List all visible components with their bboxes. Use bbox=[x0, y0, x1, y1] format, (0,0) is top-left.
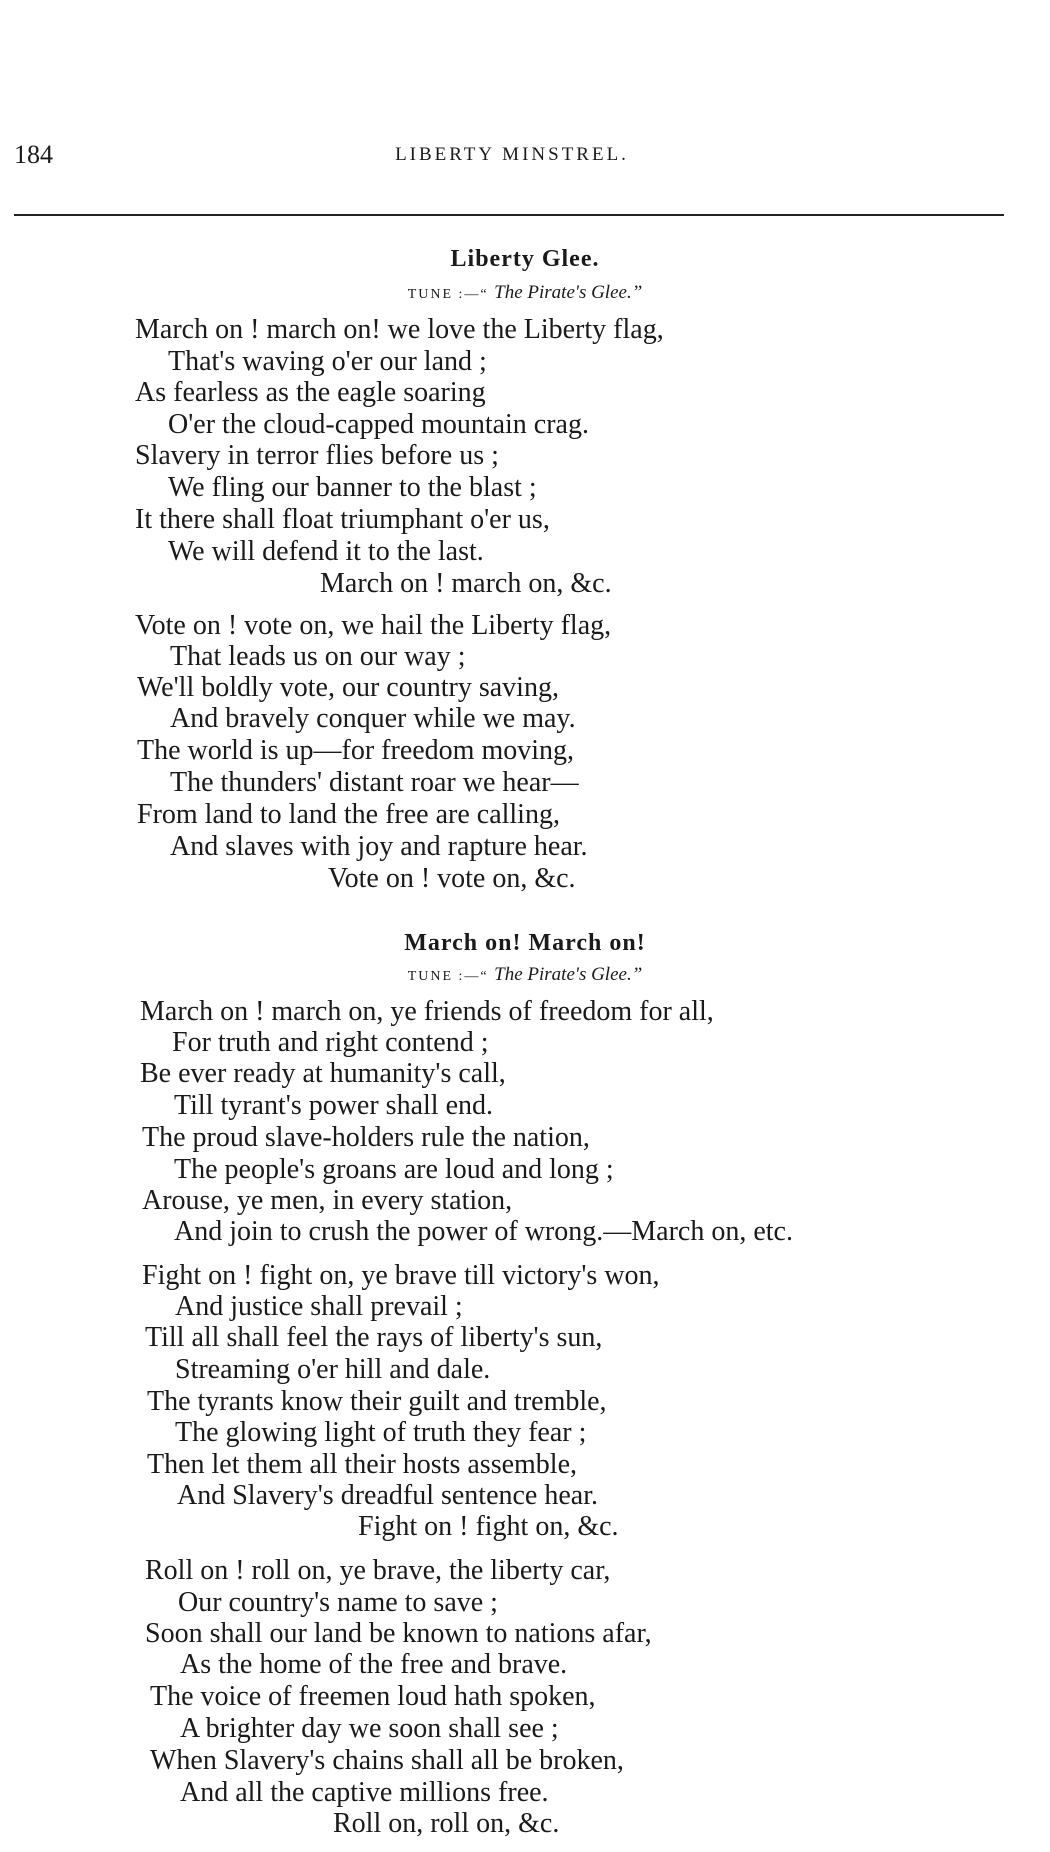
verse-line: For truth and right contend ; bbox=[172, 1027, 489, 1058]
verse-line: The glowing light of truth they fear ; bbox=[175, 1417, 587, 1448]
verse-line: Soon shall our land be known to nations afar, bbox=[145, 1618, 652, 1649]
refrain-line: Roll on, roll on, &c. bbox=[333, 1808, 560, 1839]
refrain-line: Vote on ! vote on, &c. bbox=[328, 863, 576, 894]
verse-line: We will defend it to the last. bbox=[168, 536, 484, 567]
refrain-line: March on ! march on, &c. bbox=[320, 568, 612, 599]
verse-line: Arouse, ye men, in every station, bbox=[142, 1185, 513, 1216]
verse-line: That leads us on our way ; bbox=[170, 641, 466, 672]
verse-line: From land to land the free are calling, bbox=[137, 799, 560, 830]
verse-line: And justice shall prevail ; bbox=[175, 1291, 463, 1322]
page-number: 184 bbox=[14, 140, 53, 169]
header-rule bbox=[14, 214, 1004, 216]
song-title: Liberty Glee. bbox=[450, 246, 600, 272]
verse-line: The people's groans are loud and long ; bbox=[174, 1154, 614, 1185]
tune-label: TUNE :—“ bbox=[407, 287, 495, 302]
verse-line: Vote on ! vote on, we hail the Liberty flag, bbox=[135, 610, 612, 641]
verse-line: A brighter day we soon shall see ; bbox=[180, 1713, 559, 1744]
verse-line: Streaming o'er hill and dale. bbox=[175, 1354, 491, 1385]
verse-line: The thunders' distant roar we hear— bbox=[170, 767, 579, 798]
verse-line: And slaves with joy and rapture hear. bbox=[170, 831, 588, 862]
tune-line bbox=[0, 964, 1050, 986]
verse-line: Fight on ! fight on, ye brave till victory's won, bbox=[142, 1260, 660, 1291]
verse-line: March on ! march on! we love the Liberty flag, bbox=[135, 314, 664, 345]
verse-line: And all the captive millions free. bbox=[180, 1777, 549, 1808]
verse-line: Our country's name to save ; bbox=[178, 1587, 498, 1618]
verse-line: It there shall float triumphant o'er us, bbox=[135, 504, 550, 535]
verse-line: The voice of freemen loud hath spoken, bbox=[150, 1681, 596, 1712]
verse-line: Till tyrant's power shall end. bbox=[174, 1090, 493, 1121]
verse-line: That's waving o'er our land ; bbox=[168, 346, 487, 377]
verse-line: We'll boldly vote, our country saving, bbox=[137, 672, 559, 703]
page-header bbox=[14, 140, 1010, 174]
verse-line: And join to crush the power of wrong.—March on, etc. bbox=[174, 1216, 793, 1247]
verse-line: As fearless as the eagle soaring bbox=[135, 377, 486, 408]
verse-line: The tyrants know their guilt and tremble, bbox=[147, 1386, 607, 1417]
verse-line: And bravely conquer while we may. bbox=[170, 703, 576, 734]
verse-line: March on ! march on, ye friends of freedom for all, bbox=[140, 996, 714, 1027]
verse-line: And Slavery's dreadful sentence hear. bbox=[177, 1480, 598, 1511]
verse-line: Then let them all their hosts assemble, bbox=[147, 1449, 578, 1480]
verse-line: Be ever ready at humanity's call, bbox=[140, 1058, 506, 1089]
verse-line: We fling our banner to the blast ; bbox=[168, 472, 537, 503]
verse-line: The world is up—for freedom moving, bbox=[137, 735, 575, 766]
refrain-line: Fight on ! fight on, &c. bbox=[358, 1511, 619, 1542]
verse-line: When Slavery's chains shall all be broken, bbox=[150, 1745, 624, 1776]
tune-name: The Pirate's Glee.” bbox=[494, 964, 643, 985]
verse-line: Till all shall feel the rays of liberty's sun, bbox=[145, 1322, 603, 1353]
verse-line: The proud slave-holders rule the nation, bbox=[142, 1122, 590, 1153]
verse-line: Roll on ! roll on, ye brave, the liberty car, bbox=[145, 1555, 611, 1586]
song-title: March on! March on! bbox=[404, 930, 646, 956]
verse-line: As the home of the free and brave. bbox=[180, 1649, 568, 1680]
running-head: LIBERTY MINSTREL. bbox=[395, 144, 629, 165]
tune-name: The Pirate's Glee.” bbox=[494, 282, 643, 303]
verse-line: Slavery in terror flies before us ; bbox=[135, 440, 499, 471]
tune-label: TUNE :—“ bbox=[407, 969, 495, 984]
verse-line: O'er the cloud-capped mountain crag. bbox=[168, 409, 589, 440]
tune-line bbox=[0, 282, 1050, 304]
